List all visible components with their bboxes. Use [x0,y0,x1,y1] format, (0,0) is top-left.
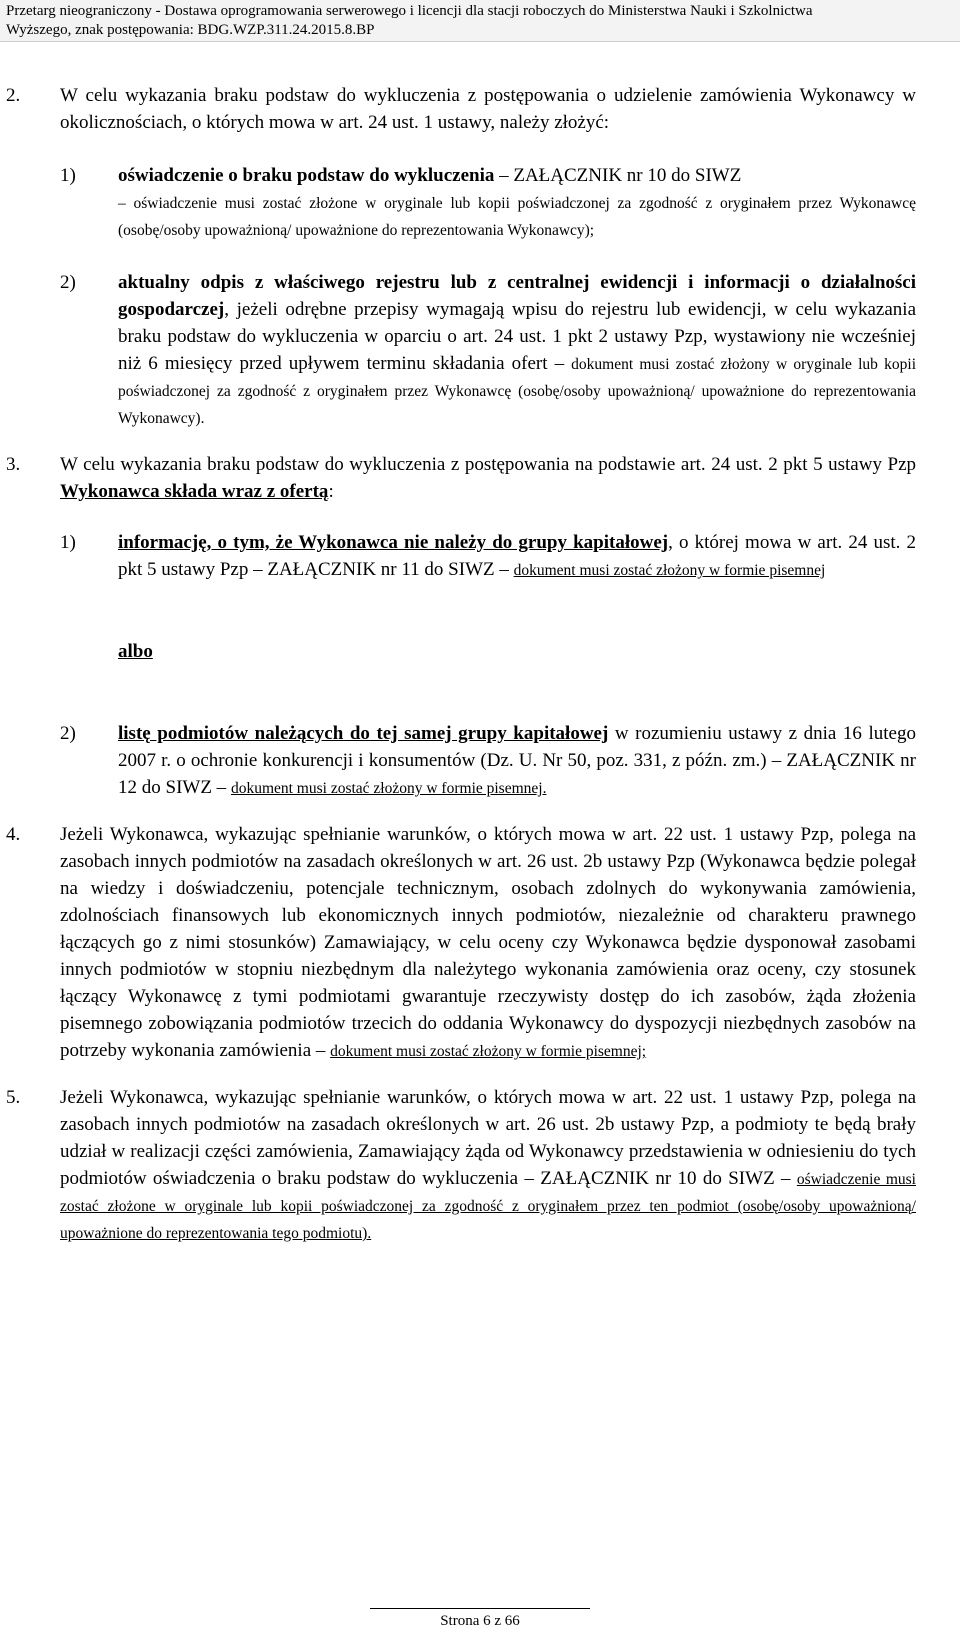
section-3 [6,451,916,505]
item-note: dokument musi zostać złożony w oryginale lub kopii poświadczonej za zgodność z oryginałem przez Wykonawcę (osobę/osoby upoważnioną/ upoważnione do reprezentowania Wykonawcy). [118,356,916,427]
section-4 [6,821,916,1064]
footer-divider [370,1608,590,1609]
section-text: W celu wykazania braku podstaw do wykluczenia z postępowania na podstawie art. 24 ust. 2 pkt 5 ustawy Pzp [60,454,916,475]
section-tail: : [328,481,334,502]
list-item-lista [6,720,916,801]
item-number: 2) [60,272,76,293]
item-note: dokument musi zostać złożony w formie pisemnej [513,562,826,579]
section-text: Jeżeli Wykonawca, wykazując spełnianie warunków, o których mowa w art. 22 ust. 1 ustawy Pzp, polega na zasobach innych podmiotów na zasadach określonych w art. 26 ust. 2b ustawy Pzp (Wykonawca będzie polegał na wiedzy i doświadczeniu, potencjale technicznym, osobach zdolnych do wykonywania zamówienia, zdolnościach finansowych lub ekonomicznych innych podmiotów, niezależnie od charakteru prawnego łączących go z nimi stosunków) Zamawiający, w celu oceny czy Wykonawca będzie dysponował zasobami innych podmiotów w stopniu niezbędnym dla należytego wykonania zamówienia oraz oceny, czy stosunek łączący Wykonawcę z tymi podmiotami gwarantuje rzeczywisty dostęp do ich zasobów, żąda złożenia pisemnego zobowiązania podmiotów trzecich do oddania Wykonawcy do dyspozycji niezbędnych zasobów na potrzeby wykonania zamówienia – [60,824,916,1061]
section-number: 4. [6,824,21,845]
albo-separator: albo [118,641,153,662]
list-item-oswiadczenie [6,162,916,243]
section-5 [6,1084,916,1246]
section-number: 3. [6,454,21,475]
item-number: 2) [60,723,76,744]
section-text: Jeżeli Wykonawca, wykazując spełnianie warunków, o których mowa w art. 22 ust. 1 ustawy Pzp, polega na zasobach innych podmiotów na zasadach określonych w art. 26 ust. 2b ustawy Pzp, a podmioty te będą brały udział w realizacji części zamówienia, Zamawiający żąda od Wykonawcy przedstawienia w odniesieniu do tych podmiotów oświadczenia o braku podstaw do wykluczenia – ZAŁĄCZNIK nr 10 do SIWZ – [60,1087,916,1189]
item-number: 1) [60,165,76,186]
item-note: – oświadczenie musi zostać złożone w oryginale lub kopii poświadczonej za zgodność z oryginałem przez Wykonawcę (osobę/osoby upoważnioną/ upoważnione do reprezentowania Wykonawcy); [118,195,916,239]
item-note: dokument musi zostać złożony w formie pisemnej. [230,780,547,797]
item-text: w rozumieniu ustawy z dnia 16 lutego 2007 r. o ochronie konkurencji i konsumentów (Dz. U. Nr 50, poz. 331, z późn. zm.) – ZAŁĄCZNIK nr 12 do SIWZ – [118,723,916,798]
item-title: oświadczenie o braku podstaw do wykluczenia [118,165,495,186]
section-text: W celu wykazania braku podstaw do wykluczenia z postępowania o udzielenie zamówienia Wykonawcy w okolicznościach, o których mowa w art. 24 ust. 1 ustawy, należy złożyć: [60,85,916,133]
document-body [6,82,916,1246]
item-title: listę podmiotów należących do tej samej grupy kapitałowej [118,723,609,744]
item-title: aktualny odpis z właściwego rejestru lub z centralnej ewidencji i informacji o działalności gospodarczej [118,272,916,320]
page-number: Strona 6 z 66 [440,1613,520,1629]
section-note: oświadczenie musi zostać złożone w oryginale lub kopii poświadczonej za zgodność z oryginałem przez ten podmiot (osobę/osoby upoważnioną/ upoważnione do reprezentowania tego podmiotu). [60,1171,916,1242]
item-title: informację, o tym, że Wykonawca nie należy do grupy kapitałowej [118,532,669,553]
header-reference-line: Wyższego, znak postępowania: BDG.WZP.311.24.2015.8.BP [6,22,375,38]
list-item-odpis [6,269,916,431]
item-number: 1) [60,532,76,553]
section-number: 2. [6,85,21,106]
section-number: 5. [6,1087,21,1108]
header-title-line: Przetarg nieograniczony - Dostawa oprogramowania serwerowego i licencji dla stacji roboczych do Ministerstwa Nauki i Szkolnictwa [6,3,813,19]
page-footer [0,1608,960,1630]
item-text: – ZAŁĄCZNIK nr 10 do SIWZ [494,165,742,186]
section-2 [6,82,916,136]
document-header [0,0,960,42]
section-note: dokument musi zostać złożony w formie pisemnej; [330,1043,647,1060]
section-emphasis: Wykonawca składa wraz z ofertą [60,481,329,502]
list-item-informacja [6,529,916,583]
item-text: , jeżeli odrębne przepisy wymagają wpisu do rejestru lub ewidencji, w celu wykazania braku podstaw do wykluczenia w oparciu o art. 24 ust. 1 pkt 2 ustawy Pzp, wystawiony nie wcześniej niż 6 miesięcy przed upływem terminu składania ofert – [118,299,916,374]
item-text: , o której mowa w art. 24 ust. 2 pkt 5 ustawy Pzp – ZAŁĄCZNIK nr 11 do SIWZ – [118,532,917,580]
